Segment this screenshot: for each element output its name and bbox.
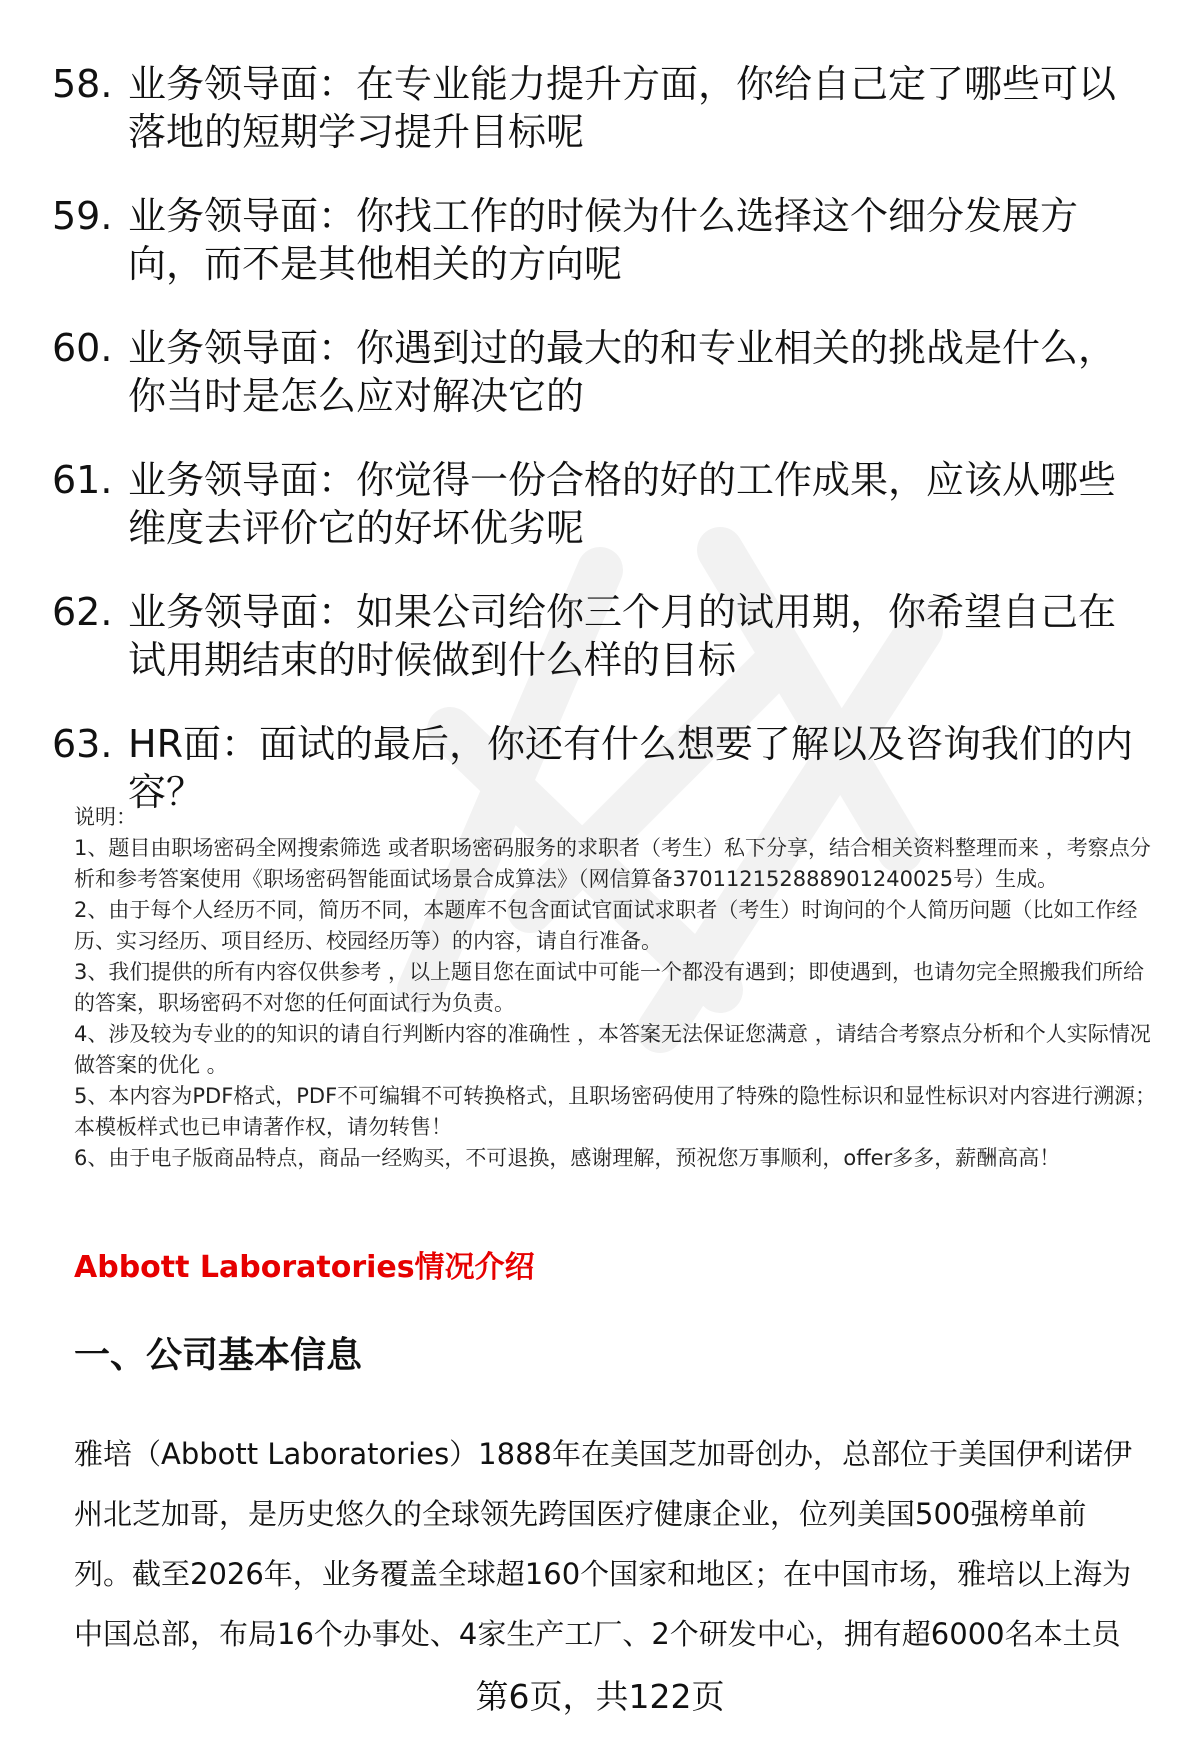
question-number: 58. [52, 62, 113, 106]
question-item [52, 720, 1152, 814]
question-text: 业务领导面：你觉得一份合格的好的工作成果，应该从哪些维度去评价它的好坏优劣呢 [128, 458, 1117, 550]
question-text: 业务领导面：如果公司给你三个月的试用期，你希望自己在试用期结束的时候做到什么样的目标 [128, 590, 1117, 682]
note-item: 6、由于电子版商品特点，商品一经购买，不可退换，感谢理解，预祝您万事顺利，offer多多，薪酬高高！ [74, 1146, 1061, 1170]
question-item [52, 60, 1152, 156]
question-item [52, 324, 1152, 420]
question-text: 业务领导面：你找工作的时候为什么选择这个细分发展方向，而不是其他相关的方向呢 [128, 194, 1079, 286]
question-item [52, 192, 1152, 288]
company-intro-paragraph: 雅培（Abbott Laboratories）1888年在美国芝加哥创办，总部位于美国伊利诺伊州北芝加哥，是历史悠久的全球领先跨国医疗健康企业，位列美国500强榜单前列。截至2026年，业务覆盖全球超160个国家和地区；在中国市场，雅培以上海为中国总部，布局16个办事处、4家生产工厂、2个研发中心，拥有超6000名本土员 [74, 1437, 1132, 1651]
question-text: 业务领导面：你遇到过的最大的和专业相关的挑战是什么，你当时是怎么应对解决它的 [128, 326, 1117, 418]
note-item: 1、题目由职场密码全网搜索筛选 或者职场密码服务的求职者（考生）私下分享，结合相关资料整理而来 ，考察点分析和参考答案使用《职场密码智能面试场景合成算法》（网信算备370112152888901240025号）生成。 [74, 836, 1151, 891]
question-number: 61. [52, 458, 113, 502]
question-list [52, 60, 1152, 814]
note-item: 5、本内容为PDF格式，PDF不可编辑不可转换格式，且职场密码使用了特殊的隐性标识和显性标识对内容进行溯源；本模板样式也已申请著作权，请勿转售！ [74, 1084, 1157, 1139]
question-item [52, 588, 1152, 684]
question-text: HR面：面试的最后，你还有什么想要了解以及咨询我们的内容？ [128, 722, 1133, 814]
disclaimer-notes [74, 802, 1164, 1174]
notes-title: 说明： [74, 805, 137, 829]
question-number: 63. [52, 722, 113, 766]
note-item: 3、我们提供的所有内容仅供参考 ，以上题目您在面试中可能一个都没有遇到；即使遇到，也请勿完全照搬我们所给的答案，职场密码不对您的任何面试行为负责。 [74, 960, 1145, 1015]
question-number: 62. [52, 590, 113, 634]
question-item [52, 456, 1152, 552]
question-number: 60. [52, 326, 113, 370]
company-intro-title: Abbott Laboratories情况介绍 [74, 1250, 535, 1285]
section-heading-basic-info: 一、公司基本信息 [74, 1335, 363, 1376]
note-item: 2、由于每个人经历不同，简历不同，本题库不包含面试官面试求职者（考生）时询问的个人简历问题（比如工作经历、实习经历、项目经历、校园经历等）的内容，请自行准备。 [74, 898, 1138, 953]
note-item: 4、涉及较为专业的的知识的请自行判断内容的准确性 ，本答案无法保证您满意 ，请结合考察点分析和个人实际情况做答案的优化 。 [74, 1022, 1151, 1077]
question-number: 59. [52, 194, 113, 238]
page-number-footer: 第6页，共122页 [475, 1677, 725, 1716]
question-text: 业务领导面：在专业能力提升方面，你给自己定了哪些可以落地的短期学习提升目标呢 [128, 62, 1117, 154]
